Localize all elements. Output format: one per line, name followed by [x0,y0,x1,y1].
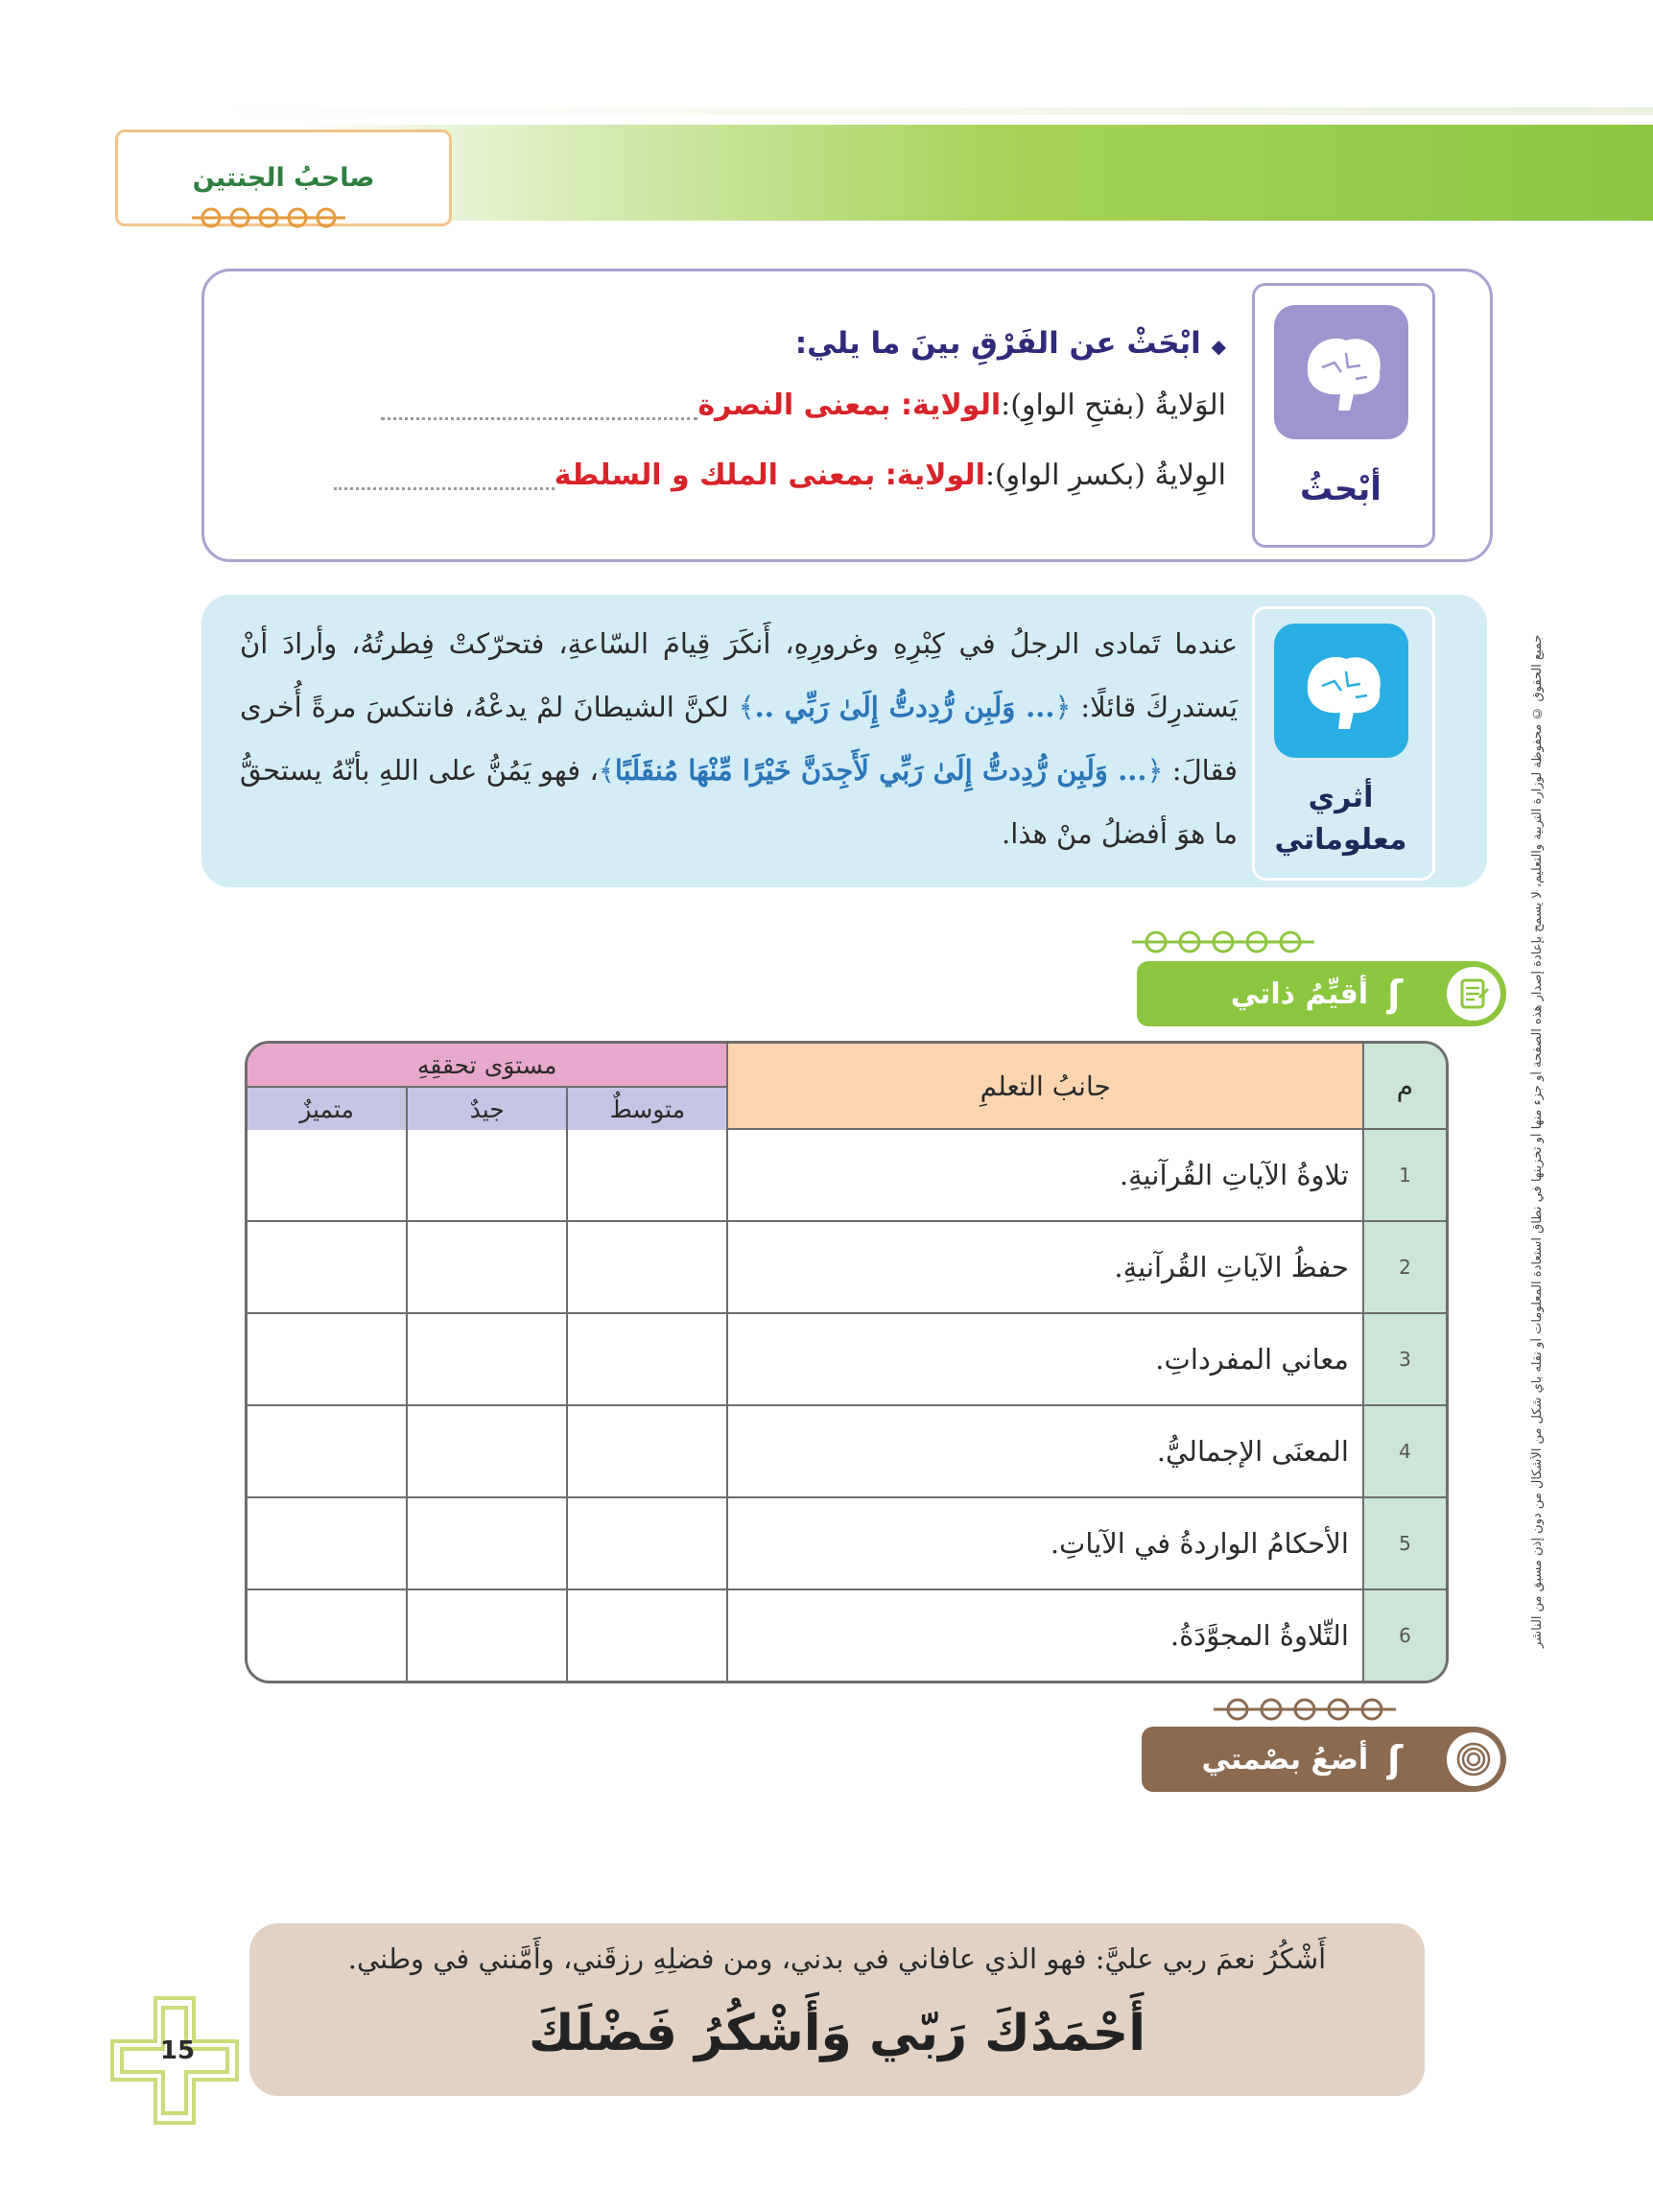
row-aspect: تلاوةُ الآياتِ القُرآنيةِ. [726,1130,1362,1222]
research-row-1: الوَلايةُ (بفتحِ الواوِ):الولاية: بمعنى النصرة [401,388,1226,422]
table-row [248,1222,1446,1314]
fingerprint-line: أَشْكُرُ نعمَ ربي عليَّ: فهو الذي عافاني في بدني، ومن فضلِهِ رزقَني، وأَمَّنني في وطني. [347,1942,1327,1975]
check-cell[interactable] [566,1130,726,1222]
brain-icon [1274,305,1408,439]
table-row [248,1130,1446,1222]
row-aspect: الأحكامُ الواردةُ في الآياتِ. [726,1498,1362,1590]
table-row [248,1590,1446,1681]
level-average: متوسطٌ [566,1088,726,1130]
dotted-line [334,464,555,490]
quran-verse-1: ... وَلَبِن رُّدِدتُّ إِلَىٰ رَبِّي .. [754,691,1055,723]
research-prompt: ◆ ابْحَثْ عن الفَرْقِ بينَ ما يلي: [794,326,1226,361]
ornament-swirl-icon [1127,923,1319,957]
table-row [248,1314,1446,1406]
row-number: 4 [1362,1406,1446,1498]
quran-verse-2: ... وَلَبِن رُّدِدتُّ إِلَىٰ رَبِّي لَأَجِدَنَّ خَيْرًا مِّنْهَا مُنقَلَبًا [614,754,1147,787]
check-cell[interactable] [566,1314,726,1406]
header-top-line [201,107,1653,115]
info-tab-line2: معلوماتي [1274,823,1407,857]
fingerprint-icon [1447,1732,1500,1786]
check-cell[interactable] [566,1222,726,1314]
check-cell[interactable] [566,1590,726,1681]
check-cell[interactable] [248,1498,406,1590]
row-aspect: معاني المفرداتِ. [726,1314,1362,1406]
check-cell[interactable] [566,1498,726,1590]
check-cell[interactable] [406,1590,566,1681]
research-answer-1: الولاية: بمعنى النصرة [697,388,1002,422]
check-cell[interactable] [406,1406,566,1498]
copyright-side-note: جميع الحقوق © محفوظة لوزارة التربية والتعليم، لا يسمح بإعادة إصدار هذه الصفحة أو جزء منها أو تخزينها في نطاق استعادة المعلومات أو نقله بأي شكل من الأشكال من دون إذن مسبق من الناشر [1530,634,1545,1649]
self-eval-table [245,1041,1449,1683]
col-level-header: مستوَى تحققِهِ [248,1044,726,1088]
chapter-title: صاحبُ الجنتين [192,163,375,193]
check-cell[interactable] [566,1406,726,1498]
check-cell[interactable] [406,1498,566,1590]
check-cell[interactable] [406,1314,566,1406]
checklist-icon [1447,967,1500,1021]
info-tab-line1: أثري [1308,781,1374,814]
table-row [248,1498,1446,1590]
row-number: 6 [1362,1590,1446,1681]
research-answer-2: الولاية: بمعنى الملك و السلطة [554,459,985,492]
check-cell[interactable] [248,1406,406,1498]
check-cell[interactable] [248,1590,406,1681]
row-aspect: حفظُ الآياتِ القُرآنيةِ. [726,1222,1362,1314]
dotted-line [381,394,697,420]
col-number-header: م [1362,1044,1446,1130]
row-number: 2 [1362,1222,1446,1314]
info-tab-label [1252,777,1429,861]
page-number: 15 [159,2036,196,2065]
check-cell[interactable] [406,1222,566,1314]
level-excellent: متميزٌ [248,1088,406,1130]
row-aspect: المعنَى الإجماليُّ. [726,1406,1362,1498]
research-row-2: الوِلايةُ (بكسرِ الواوِ):الولاية: بمعنى الملك و السلطة [401,459,1226,492]
ornament-swirl-icon [1209,1690,1401,1725]
col-aspect-header: جانبُ التعلمِ [726,1044,1362,1130]
fingerprint-title: أضعُ بصْمتي [1201,1742,1369,1777]
self-eval-title: أقيِّمُ ذاتي [1230,977,1369,1011]
table-row [248,1406,1446,1498]
check-cell[interactable] [406,1130,566,1222]
check-cell[interactable] [248,1222,406,1314]
row-number: 1 [1362,1130,1446,1222]
fingerprint-motto: أَحْمَدُكَ رَبّي وَأَشْكُرُ فَضْلَكَ [528,2005,1146,2062]
check-cell[interactable] [248,1314,406,1406]
ornament-swirl-icon [192,201,345,234]
info-paragraph: عندما تَمادى الرجلُ في كِبْرِهِ وغرورِهِ، أَنكَرَ قِيامَ السّاعةِ، فتحرّكتْ فِطرتُهُ، وأرادَ أنْ يَستدرِكَ قائلًا: ﴿... وَلَبِن رُّدِدتُّ إِلَىٰ رَبِّي ..﴾ لكنَّ الشيطانَ لمْ يدعْهُ، فانتكسَ مرةً أُخرى فقالَ: ﴿... وَلَبِن رُّدِدتُّ إِلَىٰ رَبِّي لَأَجِدَنَّ خَيْرًا مِّنْهَا مُنقَلَبًا﴾، فهو يَمُنُّ على اللهِ بأنّهُ يستحقُّ ما هوَ أفضلُ منْ هذا. [240,627,1239,850]
brain-icon [1274,624,1408,758]
level-good: جيدٌ [406,1088,566,1130]
self-eval-header: ʃ أقيِّمُ ذاتي [1137,961,1506,1026]
row-number: 3 [1362,1314,1446,1406]
check-cell[interactable] [248,1130,406,1222]
row-aspect: التِّلاوةُ المجوَّدَةُ. [726,1590,1362,1681]
row-number: 5 [1362,1498,1446,1590]
research-tab-label: أبْحثُ [1300,470,1381,508]
fingerprint-header: ʃ أضعُ بصْمتي [1142,1727,1506,1792]
